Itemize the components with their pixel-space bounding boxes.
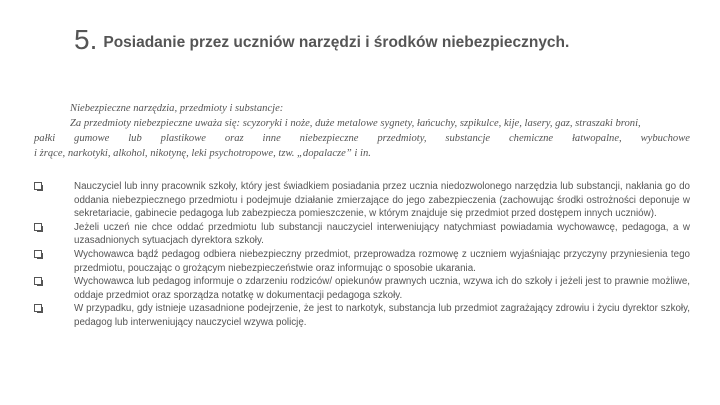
intro-heading: Niebezpieczne narzędzia, przedmioty i substancje:: [70, 103, 284, 114]
list-item: [34, 221, 690, 248]
list-item-text: Jeżeli uczeń nie chce oddać przedmiotu lub substancji nauczyciel interweniujący natychmiast powiadamia wychowawcę, pedagoga, a w uzasadnionych sytuacjach dyrektora szkoły.: [74, 221, 690, 247]
list-item-text: Nauczyciel lub inny pracownik szkoły, który jest świadkiem posiadania przez ucznia niedozwolonego narzędzia lub substancji, nakłania go do oddania niebezpiecznego przedmiotu i podejmuje działanie zmierzające do jego zabezpieczenia (zachowując środki ostrożności deponuje w sekretariacie, gabinecie pedagoga lub zabezpiecza pomieszczenie, w którym znajduje się przedmiot przed dostępem innych uczniów).: [74, 181, 690, 220]
page-title: [74, 24, 704, 56]
list-item-text: W przypadku, gdy istnieje uzasadnione podejrzenie, że jest to narkotyk, substancja lub przedmiot zagrażający zdrowiu i życiu dyrektor szkoły, pedagog lub interweniujący nauczyciel wzywa policję.: [74, 303, 690, 328]
list-item-text: Wychowawca bądź pedagog odbiera niebezpieczny przedmiot, przeprowadza rozmowę z uczniem wyjaśniając przyczyny przyniesienia tego przedmiotu, pouczając o grożącym niebezpieczeństwie oraz informując o sposobie ukarania.: [74, 248, 690, 274]
intro-text-line: Za przedmioty niebezpieczne uważa się: scyzoryki i noże, duże metalowe sygnety, łańcuchy, szpikulce, kije, lasery, gaz, straszaki broni,: [70, 118, 641, 129]
list-item: [34, 275, 690, 302]
list-item-text: Wychowawca lub pedagog informuje o zdarzeniu rodziców/ opiekunów prawnych ucznia, wzywa ich do szkoły i jeżeli jest to prawnie możliwe, oddaje przedmiot oraz sporządza notatkę w dokumentacji pedagoga szkoły.: [74, 276, 690, 301]
procedure-list: [34, 180, 690, 330]
intro-block: [34, 101, 690, 161]
checkbox-bullet-icon: [34, 223, 42, 231]
checkbox-bullet-icon: [34, 304, 42, 312]
checkbox-bullet-icon: [34, 250, 42, 258]
checkbox-bullet-icon: [34, 277, 42, 285]
intro-text-line: pałki gumowe lub plastikowe oraz inne niebezpieczne przedmioty, substancje chemiczne łatwopalne, wybuchowe: [34, 133, 690, 144]
section-number: 5.: [74, 24, 98, 55]
section-title: Posiadanie przez uczniów narzędzi i środków niebezpiecznych.: [103, 34, 570, 51]
checkbox-bullet-icon: [34, 182, 42, 190]
list-item: [34, 248, 690, 275]
list-item: [34, 302, 690, 329]
intro-text-line: i żrące, narkotyki, alkohol, nikotynę, leki psychotropowe, tzw. „dopalacze” i in.: [34, 148, 371, 159]
list-item: [34, 180, 690, 221]
